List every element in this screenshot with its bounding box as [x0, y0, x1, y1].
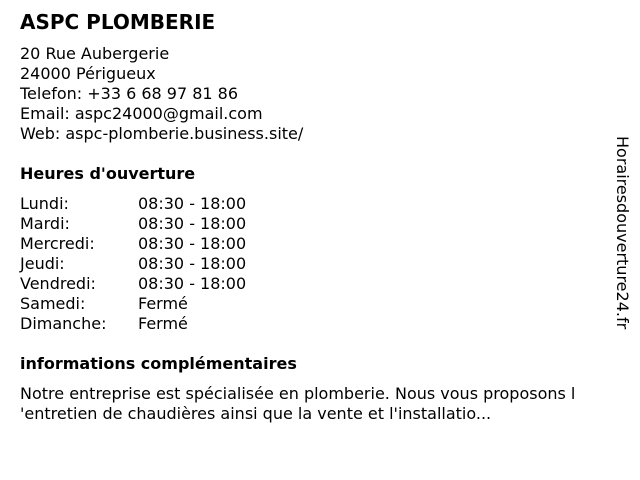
time-value: Fermé — [138, 294, 188, 313]
hours-row-sunday — [20, 314, 280, 334]
day-label: Mardi: — [20, 214, 70, 233]
additional-info-title: informations complémentaires — [20, 354, 297, 373]
hours-row-friday — [20, 274, 280, 294]
time-value: 08:30 - 18:00 — [138, 194, 247, 213]
hours-row-tuesday — [20, 214, 280, 234]
time-value: 08:30 - 18:00 — [138, 214, 247, 233]
day-label: Samedi: — [20, 294, 86, 313]
day-label: Mercredi: — [20, 234, 95, 253]
description-line: 'entretien de chaudières ainsi que la vente et l'installatio... — [20, 404, 492, 423]
opening-hours-table — [20, 194, 280, 334]
email-address: Email: aspc24000@gmail.com — [20, 104, 263, 123]
day-label: Dimanche: — [20, 314, 107, 333]
time-value: 08:30 - 18:00 — [138, 234, 247, 253]
hours-row-wednesday — [20, 234, 280, 254]
description-line: Notre entreprise est spécialisée en plomberie. Nous vous proposons l — [20, 384, 576, 403]
time-value: Fermé — [138, 314, 188, 333]
opening-hours-title: Heures d'ouverture — [20, 164, 196, 183]
hours-row-monday — [20, 194, 280, 214]
day-label: Vendredi: — [20, 274, 96, 293]
address-city: 24000 Périgueux — [20, 64, 156, 83]
phone-number: Telefon: +33 6 68 97 81 86 — [20, 84, 239, 103]
address-street: 20 Rue Aubergerie — [20, 44, 170, 63]
day-label: Jeudi: — [20, 254, 65, 273]
hours-row-thursday — [20, 254, 280, 274]
business-description — [20, 384, 624, 424]
website: Web: aspc-plomberie.business.site/ — [20, 124, 304, 143]
time-value: 08:30 - 18:00 — [138, 274, 247, 293]
business-name: ASPC PLOMBERIE — [20, 10, 216, 34]
time-value: 08:30 - 18:00 — [138, 254, 247, 273]
site-watermark: Horairesdouverture24.fr — [613, 136, 632, 330]
hours-row-saturday — [20, 294, 280, 314]
day-label: Lundi: — [20, 194, 69, 213]
contact-block — [20, 44, 303, 144]
